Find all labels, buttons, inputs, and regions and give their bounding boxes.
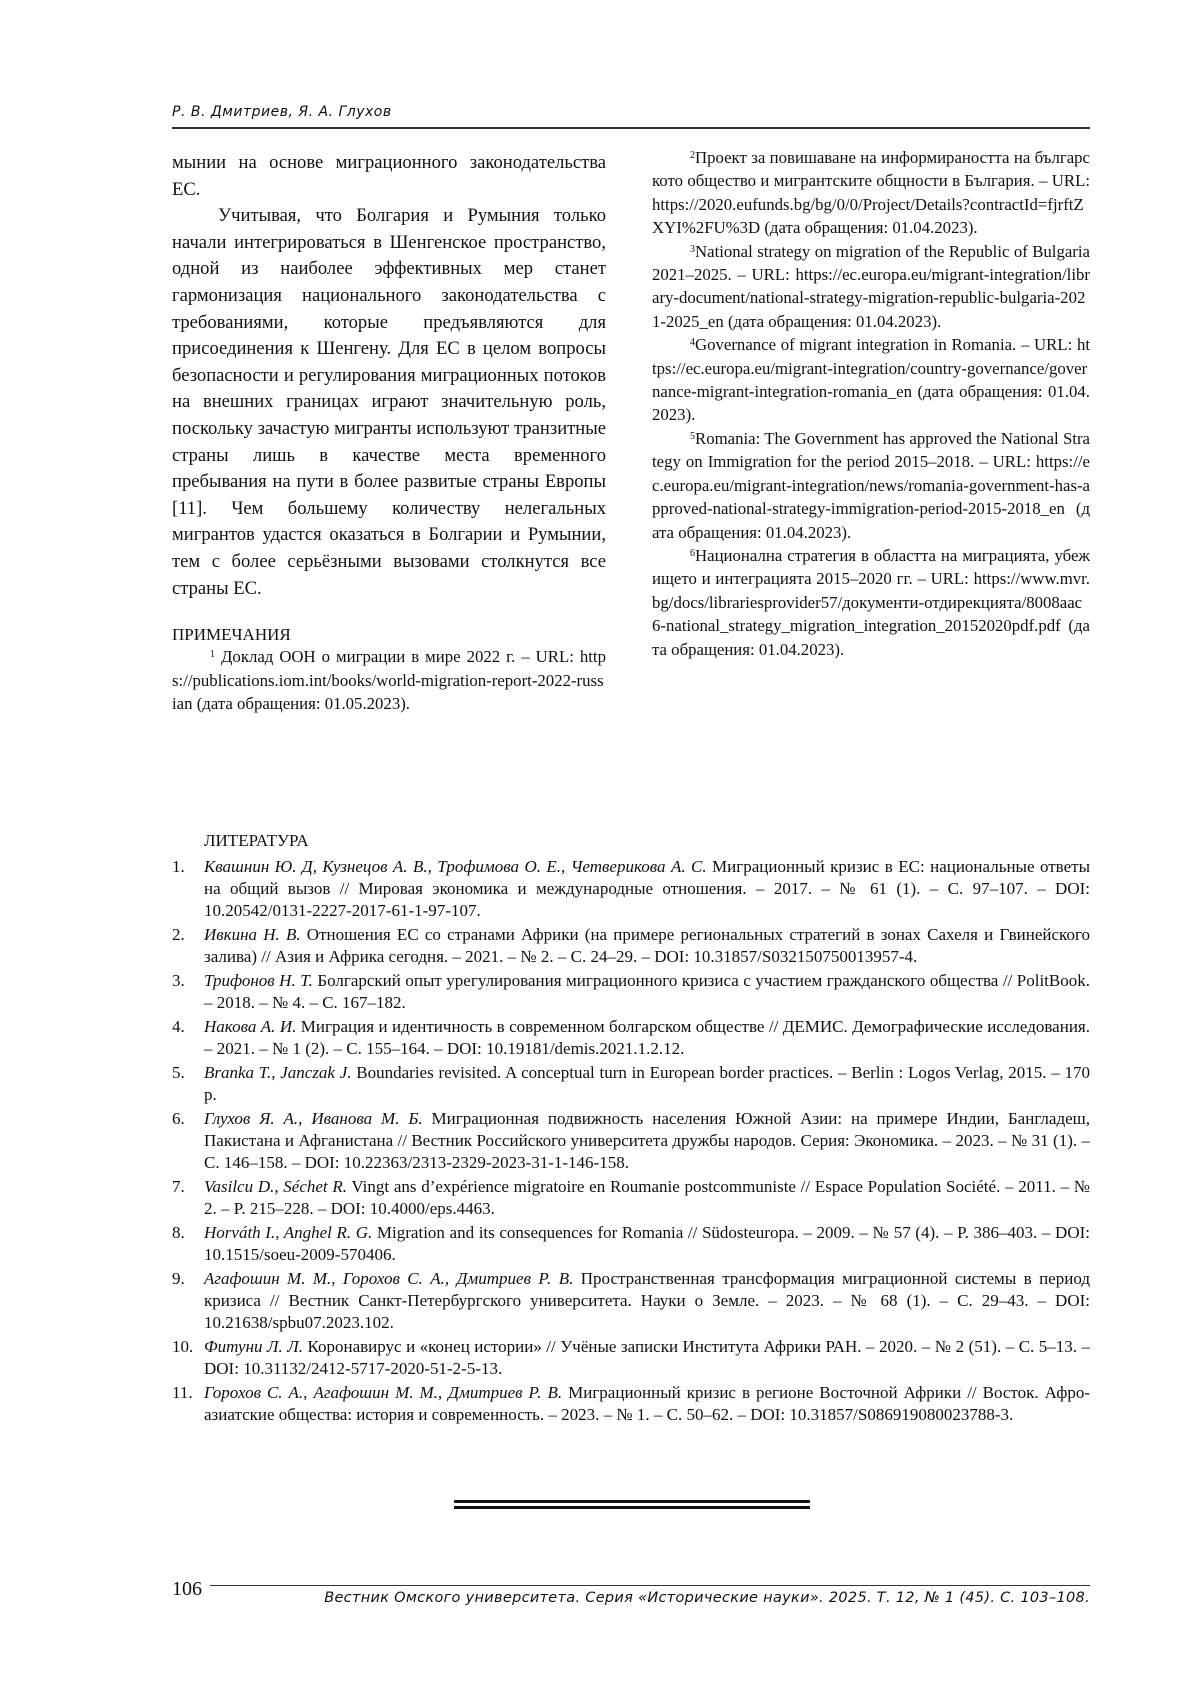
reference-item <box>172 1016 1090 1060</box>
reference-authors: Агафошин М. М., Горохов С. А., Дмитриев Р. В. <box>204 1269 574 1288</box>
note-text: National strategy on migration of the Republic of Bulgaria 2021–2025. – URL: https://ec.europa.eu/migrant-integration/library-document/national-strategy-migration-republic-bulgaria-2021-2025_en (дата обращения: 01.04.2023). <box>652 241 1090 331</box>
reference-details: Миграционная подвижность населения Южной Азии: на примере Индии, Бангладеш, Пакистана и Афганистана // Вестник Российского университета дружбы народов. Серия: Экономика. – 2023. – № 31 (1). – С. 146–158. – DOI: 10.22363/2313-2329-2023-31-1-146-158. <box>204 1109 1090 1172</box>
end-of-article-rule <box>454 1500 810 1509</box>
reference-item <box>172 1222 1090 1266</box>
reference-authors: Накова А. И. <box>204 1017 297 1036</box>
reference-item <box>172 1268 1090 1334</box>
paragraph-1: мынии на основе миграционного законодательства ЕС. <box>172 152 606 200</box>
reference-authors: Horváth I., Anghel R. G. <box>204 1223 373 1242</box>
literature-section <box>172 830 1090 1428</box>
reference-item <box>172 1062 1090 1106</box>
reference-number: 7. <box>172 1177 185 1196</box>
reference-number: 8. <box>172 1223 185 1242</box>
note-5 <box>652 427 1090 544</box>
reference-number: 11. <box>172 1383 193 1402</box>
right-column <box>652 146 1090 661</box>
reference-item <box>172 1108 1090 1174</box>
note-2 <box>652 146 1090 240</box>
left-column <box>172 150 606 715</box>
reference-number: 3. <box>172 971 185 990</box>
note-number: 6 <box>690 547 695 559</box>
reference-authors: Фитуни Л. Л. <box>204 1337 304 1356</box>
note-4 <box>652 333 1090 427</box>
reference-number: 9. <box>172 1269 185 1288</box>
reference-number: 10. <box>172 1337 194 1356</box>
reference-details: Миграция и идентичность в современном болгарском обществе // ДЕМИС. Демографические исследования. – 2021. – № 1 (2). – С. 155–164. – DOI: 10.19181/demis.2021.1.2.12. <box>204 1017 1090 1058</box>
reference-item <box>172 1336 1090 1380</box>
reference-number: 1. <box>172 857 185 876</box>
reference-number: 4. <box>172 1017 185 1036</box>
page-number: 106 <box>172 1578 202 1600</box>
reference-details: Vingt ans d’expérience migratoire en Roumanie postcommuniste // Espace Population Société. – 2011. – № 2. – P. 215–228. – DOI: 10.4000/eps.4463. <box>204 1177 1090 1218</box>
reference-details: Миграционный кризис в регионе Восточной Африки // Восток. Афро-азиатские общества: история и современность. – 2023. – № 1. – С. 50–62. – DOI: 10.31857/S086919080023788-3. <box>204 1383 1090 1424</box>
reference-authors: Глухов Я. А., Иванова М. Б. <box>204 1109 423 1128</box>
reference-item <box>172 856 1090 922</box>
reference-details: Миграционный кризис в ЕС: национальные ответы на общий вызов // Мировая экономика и международные отношения. – 2017. – № 61 (1). – С. 97–107. – DOI: 10.20542/0131-2227-2017-61-1-97-107. <box>204 857 1090 920</box>
note-1 <box>172 645 606 715</box>
reference-item <box>172 1176 1090 1220</box>
header-rule <box>172 127 1090 129</box>
reference-number: 2. <box>172 925 185 944</box>
running-header-authors: Р. В. Дмитриев, Я. А. Глухов <box>172 104 392 120</box>
footer-rule <box>210 1585 1090 1586</box>
reference-item <box>172 1382 1090 1426</box>
reference-number: 5. <box>172 1063 185 1082</box>
journal-citation: Вестник Омского университета. Серия «Исторические науки». 2025. Т. 12, № 1 (45). С. 103–108. <box>324 1590 1090 1606</box>
reference-authors: Ивкина Н. В. <box>204 925 301 944</box>
reference-number: 6. <box>172 1109 185 1128</box>
note-number: 1 <box>210 649 215 661</box>
reference-details: Коронавирус и «конец истории» // Учёные записки Института Африки РАН. – 2020. – № 2 (51). – С. 5–13. – DOI: 10.31132/2412-5717-2020-51-2-5-13. <box>204 1337 1090 1378</box>
reference-details: Boundaries revisited. A conceptual turn in European border practices. – Berlin : Logos Verlag, 2015. – 170 p. <box>204 1063 1090 1104</box>
reference-item <box>172 924 1090 968</box>
reference-authors: Branka T., Janczak J. <box>204 1063 352 1082</box>
paragraph-2: Учитывая, что Болгария и Румыния только начали интегрироваться в Шенгенское пространство, одной из наиболее эффективных мер станет гармонизация национального законодательства с требованиями, которые предъявляются для присоединения к Шенгену. Для ЕС в целом вопросы безопасности и регулирования миграционных потоков на внешних границах играют значительную роль, поскольку зачастую мигранты используют транзитные страны лишь в качестве места временного пребывания на пути в более развитые страны Европы [11]. Чем большему количеству нелегальных мигрантов удастся оказаться в Болгарии и Румынии, тем с более серьёзными вызовами столкнутся все страны ЕС. <box>172 205 606 599</box>
note-number: 2 <box>690 150 695 161</box>
notes-heading: ПРИМЕЧАНИЯ <box>172 625 291 645</box>
note-6 <box>652 544 1090 661</box>
note-number: 3 <box>690 243 695 255</box>
note-number: 4 <box>690 337 695 349</box>
literature-heading: ЛИТЕРАТУРА <box>204 831 309 850</box>
reference-item <box>172 970 1090 1014</box>
note-text: Проект за повишаване на информираността на българското общество и мигрантските общности в България. – URL: https://2020.eufunds.bg/bg/0/0/Project/Details?contractId=fjrftZXYI%2FU%3D (дата обращения: 01.04.2023). <box>652 148 1090 238</box>
note-text: Governance of migrant integration in Romania. – URL: https://ec.europa.eu/migrant-integration/country-governance/governance-migrant-integration-romania_en (дата обращения: 01.04.2023). <box>652 335 1090 425</box>
note-number: 5 <box>690 430 695 442</box>
reference-details: Migration and its consequences for Romania // Südosteuropa. – 2009. – № 57 (4). – P. 386–403. – DOI: 10.1515/soeu-2009-570406. <box>204 1223 1090 1264</box>
reference-details: Болгарский опыт урегулирования миграционного кризиса с участием гражданского общества // PolitBook. – 2018. – № 4. – С. 167–182. <box>204 971 1090 1012</box>
reference-authors: Горохов С. А., Агафошин М. М., Дмитриев Р. В. <box>204 1383 563 1402</box>
reference-authors: Vasilcu D., Séchet R. <box>204 1177 348 1196</box>
note-3 <box>652 240 1090 334</box>
reference-details: Отношения ЕС со странами Африки (на примере региональных стратегий в зонах Сахеля и Гвинейского залива) // Азия и Африка сегодня. – 2021. – № 2. – С. 24–29. – DOI: 10.31857/S032150750013957-4. <box>204 925 1090 966</box>
reference-authors: Квашнин Ю. Д, Кузнецов А. В., Трофимова О. Е., Четверикова А. С. <box>204 857 707 876</box>
note-text: Национална стратегия в областта на миграцията, убежището и интеграцията 2015–2020 гг. – URL: https://www.mvr.bg/docs/librariesprovider57/документи-отдирекцията/8008aac6-national_strategy_migration_integration_20152020pdf.pdf (дата обращения: 01.04.2023). <box>652 545 1090 659</box>
reference-list <box>172 856 1090 1426</box>
reference-details: Пространственная трансформация миграционной системы в период кризиса // Вестник Санкт-Петербургского университета. Науки о Земле. – 2023. – № 68 (1). – С. 29–43. – DOI: 10.21638/spbu07.2023.102. <box>204 1269 1090 1332</box>
reference-authors: Трифонов Н. Т. <box>204 971 313 990</box>
note-text: Romania: The Government has approved the National Strategy on Immigration for the period 2015–2018. – URL: https://ec.europa.eu/migrant-integration/news/romania-government-has-approved-national-strategy-immigration-period-2015-2018_en (дата обращения: 01.04.2023). <box>652 428 1091 542</box>
note-text: Доклад ООН о миграции в мире 2022 г. – URL: https://publications.iom.int/books/world-migration-report-2022-russian (дата обращения: 01.05.2023). <box>172 647 606 713</box>
